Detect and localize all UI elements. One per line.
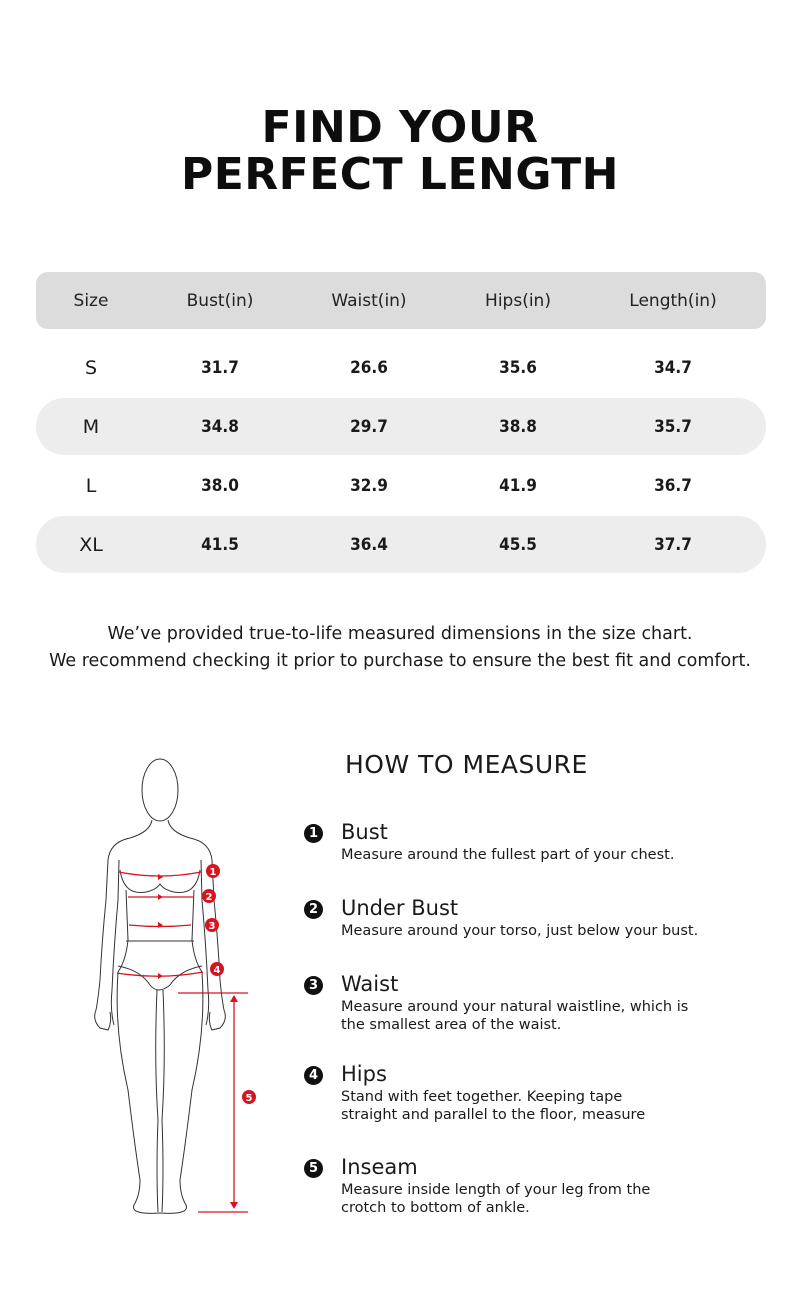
header-size: Size — [73, 290, 109, 311]
cell-length: 34.7 — [654, 357, 692, 378]
marker-1: 1 — [209, 867, 217, 878]
step-name: Inseam — [341, 1155, 418, 1179]
cell-bust: 41.5 — [201, 534, 239, 555]
cell-waist: 26.6 — [350, 357, 388, 378]
header-hips: Hips(in) — [485, 290, 551, 311]
cell-size: S — [84, 356, 98, 379]
table-header — [36, 272, 766, 329]
cell-bust: 34.8 — [201, 416, 239, 437]
marker-4: 4 — [213, 965, 221, 976]
step-name: Waist — [341, 972, 399, 996]
cell-size: XL — [79, 533, 103, 556]
size-table — [36, 272, 766, 575]
cell-waist: 32.9 — [350, 475, 388, 496]
table-row — [36, 516, 766, 573]
header-length: Length(in) — [629, 290, 717, 311]
number-badge-icon: 4 — [304, 1066, 323, 1085]
cell-hips: 35.6 — [499, 357, 537, 378]
cell-hips: 45.5 — [499, 534, 537, 555]
cell-size: M — [82, 415, 100, 438]
cell-length: 37.7 — [654, 534, 692, 555]
number-badge-icon: 2 — [304, 900, 323, 919]
cell-length: 35.7 — [654, 416, 692, 437]
header-waist: Waist(in) — [331, 290, 407, 311]
cell-bust: 31.7 — [201, 357, 239, 378]
cell-bust: 38.0 — [201, 475, 239, 496]
step-description: Measure around your torso, just below your bust. — [341, 923, 699, 939]
step-description: Measure inside length of your leg from the crotch to bottom of ankle. — [341, 1182, 651, 1216]
step-description: Measure around the fullest part of your chest. — [341, 847, 675, 863]
number-badge-icon: 3 — [304, 976, 323, 995]
number-badge-icon: 5 — [304, 1159, 323, 1178]
how-to-measure-heading: HOW TO MEASURE — [345, 750, 588, 779]
step-description: Stand with feet together. Keeping tape straight and parallel to the floor, measure — [341, 1089, 646, 1123]
cell-size: L — [85, 474, 97, 497]
number-badge-icon: 1 — [304, 824, 323, 843]
cell-waist: 29.7 — [350, 416, 388, 437]
header-bust: Bust(in) — [186, 290, 254, 311]
step-name: Hips — [341, 1062, 387, 1086]
cell-waist: 36.4 — [350, 534, 388, 555]
marker-5: 5 — [245, 1093, 253, 1104]
note-line2: We recommend checking it prior to purchase to ensure the best fit and comfort. — [49, 651, 751, 671]
body-figure-illustration — [90, 750, 270, 1230]
step-name: Under Bust — [341, 896, 459, 920]
note-line1: We’ve provided true-to-life measured dimensions in the size chart. — [107, 624, 693, 644]
step-name: Bust — [341, 820, 388, 844]
table-row — [36, 339, 766, 396]
page-title-line1: FIND YOUR — [261, 102, 539, 153]
cell-length: 36.7 — [654, 475, 692, 496]
page-title-line2: PERFECT LENGTH — [180, 149, 620, 200]
step-description: Measure around your natural waistline, which is the smallest area of the waist. — [341, 999, 689, 1033]
table-row — [36, 398, 766, 455]
cell-hips: 38.8 — [499, 416, 537, 437]
table-row — [36, 457, 766, 514]
marker-3: 3 — [208, 921, 216, 932]
marker-2: 2 — [205, 892, 213, 903]
cell-hips: 41.9 — [499, 475, 537, 496]
